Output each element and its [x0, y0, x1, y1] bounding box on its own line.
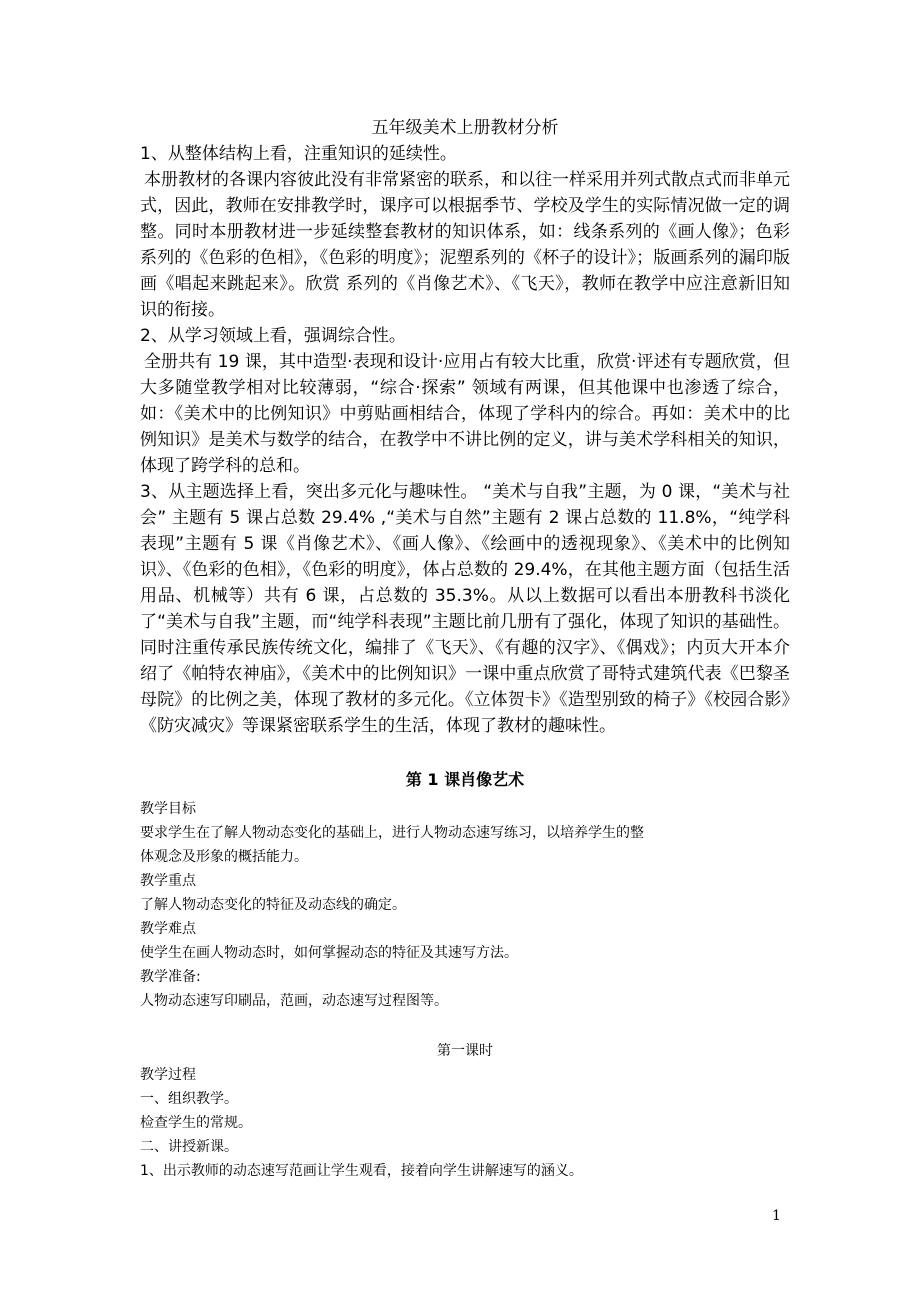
section-1-body: 本册教材的各课内容彼此没有非常紧密的联系，和以往一样采用并列式散点式而非单元式，因此，教师在安排教学时，课序可以根据季节、学校及学生的实际情况做一定的调整。同时本册教材进一步延续整套教材的知识体系，如：线条系列的《画人像》；色彩系列的《色彩的色相》，《色彩的明度》；泥塑系列的《杯子的设计》；版画系列的漏印版画《唱起来跳起来》。欣赏 系列的《肖像艺术》、《飞天》，教师在教学中应注意新旧知识的衔接。 [140, 170, 790, 320]
preparation-text: 人物动态速写印刷品，范画，动态速写过程图等。 [140, 993, 448, 1009]
lesson-title: 第 1 课肖像艺术 [405, 770, 525, 789]
step-1-text: 检查学生的常规。 [140, 1115, 252, 1131]
step-2-text: 1、出示教师的动态速写范画让学生观看，接着向学生讲解速写的涵义。 [140, 1163, 583, 1179]
document-content [140, 115, 790, 1183]
step-2-heading: 二、讲授新课。 [140, 1139, 238, 1155]
objective-text-line1: 要求学生在了解人物动态变化的基础上，进行人物动态速写练习，以培养学生的整 [140, 825, 644, 841]
key-point-text: 了解人物动态变化的特征及动态线的确定。 [140, 897, 406, 913]
process-label: 教学过程 [140, 1067, 196, 1083]
page-number: 1 [772, 1208, 781, 1224]
section-3-body: 3、从主题选择上看，突出多元化与趣味性。 “美术与自我”主题，为 0 课，“美术与社会” 主题有 5 课占总数 29.4% ,“美术与自然”主题有 2 课占总数的 11.8%，“纯学科表现”主题有 5 课《肖像艺术》、《画人像》、《绘画中的透视现象》、《美术中的比例知识》、《色彩的色相》，《色彩的明度》，体占总数的 29.4%，在其他主题方面（包括生活用品、机械等）共有 6 课，占总数的 35.3%。从以上数据可以看出本册教科书淡化了“美术与自我”主题，而“纯学科表现”主题比前几册有了强化，体现了知识的基础性。同时注重传承民族传统文化，编排了《飞天》、《有趣的汉字》、《偶戏》；内页大开本介绍了《帕特农神庙》，《美术中的比例知识》一课中重点欣赏了哥特式建筑代表《巴黎圣母院》的比例之美，体现了教材的多元化。《立体贺卡》《造型别致的椅子》《校园合影》《防灾减灾》等课紧密联系学生的生活，体现了教材的趣味性。 [140, 482, 790, 736]
objective-label: 教学目标 [140, 801, 196, 817]
difficulty-label: 教学难点 [140, 921, 196, 937]
preparation-label: 教学准备: [140, 969, 201, 985]
key-point-label: 教学重点 [140, 873, 196, 889]
section-2-body: 全册共有 19 课，其中造型·表现和设计·应用占有较大比重，欣赏·评述有专题欣赏，但大多随堂教学相对比较薄弱，“综合·探索” 领域有两课，但其他课中也渗透了综合，如：《美术中的比例知识》中剪贴画相结合，体现了学科内的综合。再如：美术中的比例知识》是美术与数学的结合，在教学中不讲比例的定义，讲与美术学科相关的知识，体现了跨学科的总和。 [140, 352, 790, 476]
objective-text-line2: 体观念及形象的概括能力。 [140, 849, 308, 865]
section-2-heading: 2、从学习领域上看，强调综合性。 [140, 326, 406, 346]
period-title: 第一课时 [437, 1043, 493, 1059]
step-1-heading: 一、组织教学。 [140, 1091, 238, 1107]
difficulty-text: 使学生在画人物动态时，如何掌握动态的特征及其速写方法。 [140, 945, 518, 961]
document-title: 五年级美术上册教材分析 [371, 118, 559, 138]
section-1-heading: 1、从整体结构上看，注重知识的延续性。 [140, 144, 457, 164]
